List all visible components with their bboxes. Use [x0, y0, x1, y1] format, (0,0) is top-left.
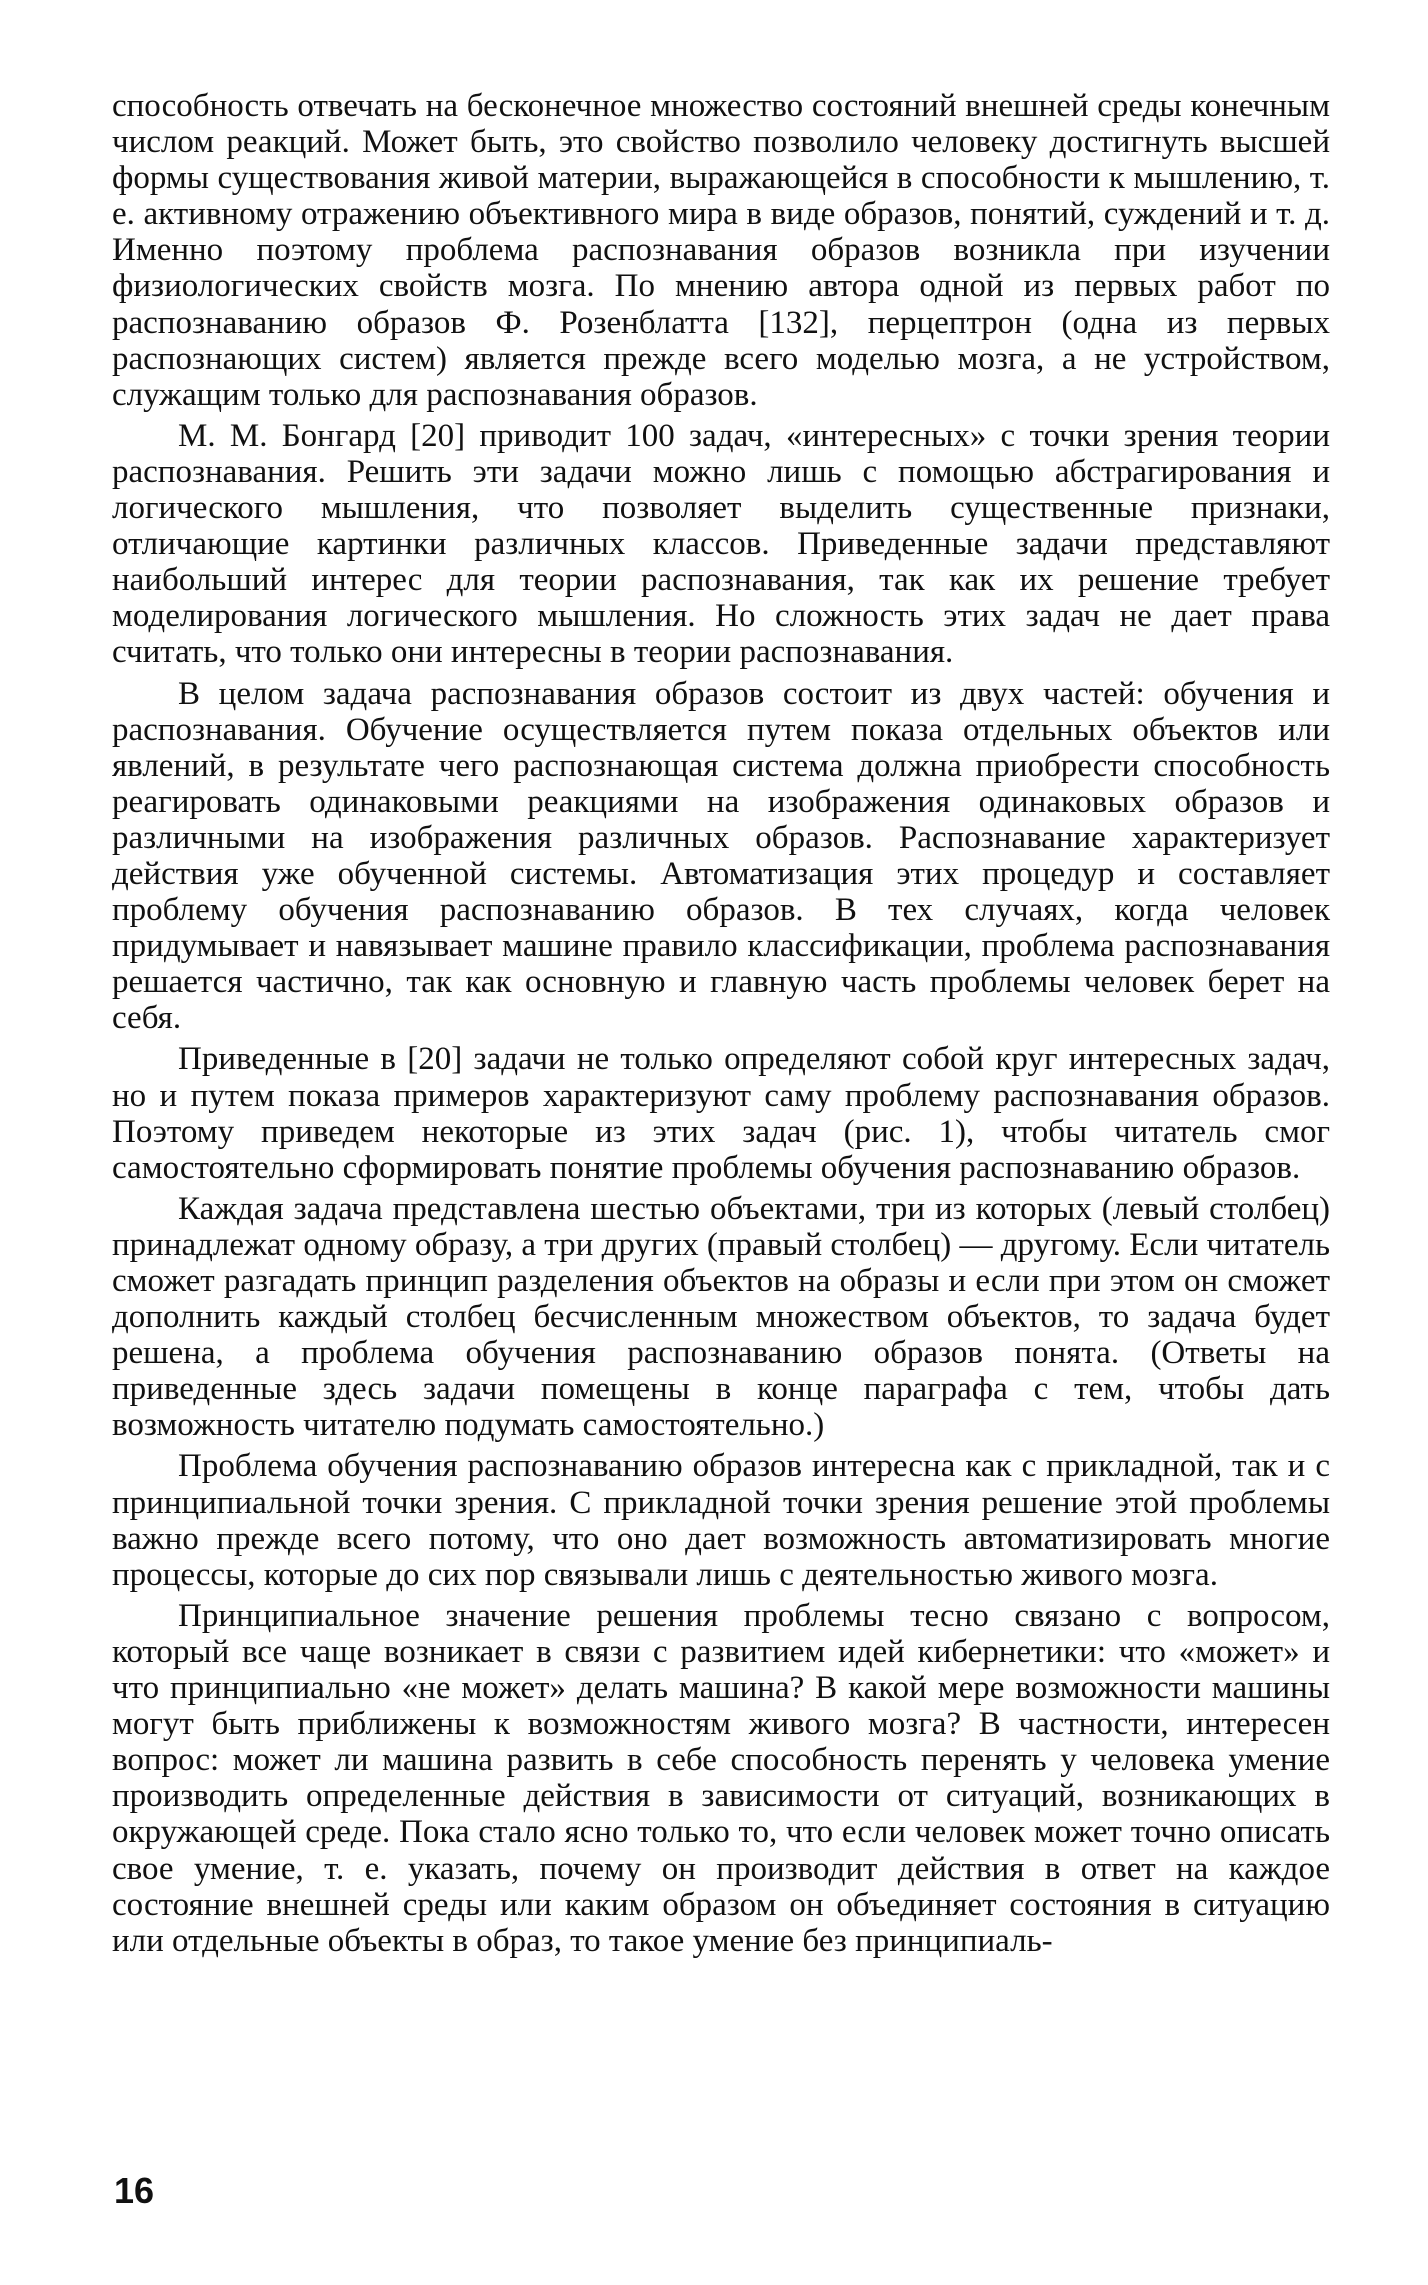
- paragraph-1: способность отвечать на бесконечное множество состояний внешней среды конечным числом реакций. Может быть, это свойство позволило человеку достигнуть высшей формы существования живой материи, выражающейся в способности к мышлению, т. е. активному отражению объективного мира в виде образов, понятий, суждений и т. д. Именно поэтому проблема распознавания образов возникла при изучении физиологических свойств мозга. По мнению автора одной из первых работ по распознаванию образов Ф. Розенблатта [132], перцептрон (одна из первых распознающих систем) является прежде всего моделью мозга, а не устройством, служащим только для распознавания образов.: [112, 88, 1330, 413]
- paragraph-2: М. М. Бонгард [20] приводит 100 задач, «интересных» с точки зрения теории распознавания. Решить эти задачи можно лишь с помощью абстрагирования и логического мышления, что позволяет выделить существенные признаки, отличающие картинки различных классов. Приведенные задачи представляют наибольший интерес для теории распознавания, так как их решение требует моделирования логического мышления. Но сложность этих задач не дает права считать, что только они интересны в теории распознавания.: [112, 417, 1330, 671]
- paragraph-5: Каждая задача представлена шестью объектами, три из которых (левый столбец) принадлежат одному образу, а три других (правый столбец) — другому. Если читатель сможет разгадать принцип разделения объектов на образы и если при этом он сможет дополнить каждый столбец бесчисленным множеством объектов, то задача будет решена, а проблема обучения распознаванию образов понята. (Ответы на приведенные здесь задачи помещены в конце параграфа с тем, чтобы дать возможность читателю подумать самостоятельно.): [112, 1190, 1330, 1444]
- paragraph-3: В целом задача распознавания образов состоит из двух частей: обучения и распознавания. Обучение осуществляется путем показа отдельных объектов или явлений, в результате чего распознающая система должна приобрести способность реагировать одинаковыми реакциями на изображения одинаковых образов и различными на изображения различных образов. Распознавание характеризует действия уже обученной системы. Автоматизация этих процедур и составляет проблему обучения распознаванию образов. В тех случаях, когда человек придумывает и навязывает машине правило классификации, проблема распознавания решается частично, так как основную и главную часть проблемы человек берет на себя.: [112, 675, 1330, 1037]
- page-number: 16: [114, 2170, 155, 2211]
- paragraph-6: Проблема обучения распознаванию образов интересна как с прикладной, так и с принципиальной точки зрения. С прикладной точки зрения решение этой проблемы важно прежде всего потому, что оно дает возможность автоматизировать многие процессы, которые до сих пор связывали лишь с деятельностью живого мозга.: [112, 1448, 1330, 1593]
- paragraph-4: Приведенные в [20] задачи не только определяют собой круг интересных задач, но и путем показа примеров характеризуют саму проблему распознавания образов. Поэтому приведем некоторые из этих задач (рис. 1), чтобы читатель смог самостоятельно сформировать понятие проблемы обучения распознаванию образов.: [112, 1041, 1330, 1186]
- page-text: [112, 88, 1330, 1964]
- paragraph-7: Принципиальное значение решения проблемы тесно связано с вопросом, который все чаще возникает в связи с развитием идей кибернетики: что «может» и что принципиально «не может» делать машина? В какой мере возможности машины могут быть приближены к возможностям живого мозга? В частности, интересен вопрос: может ли машина развить в себе способность перенять у человека умение производить определенные действия в зависимости от ситуаций, возникающих в окружающей среде. Пока стало ясно только то, что если человек может точно описать свое умение, т. е. указать, почему он производит действия в ответ на каждое состояние внешней среды или каким образом он объединяет состояния в ситуацию или отдельные объекты в образ, то такое умение без принципиаль-: [112, 1597, 1330, 1959]
